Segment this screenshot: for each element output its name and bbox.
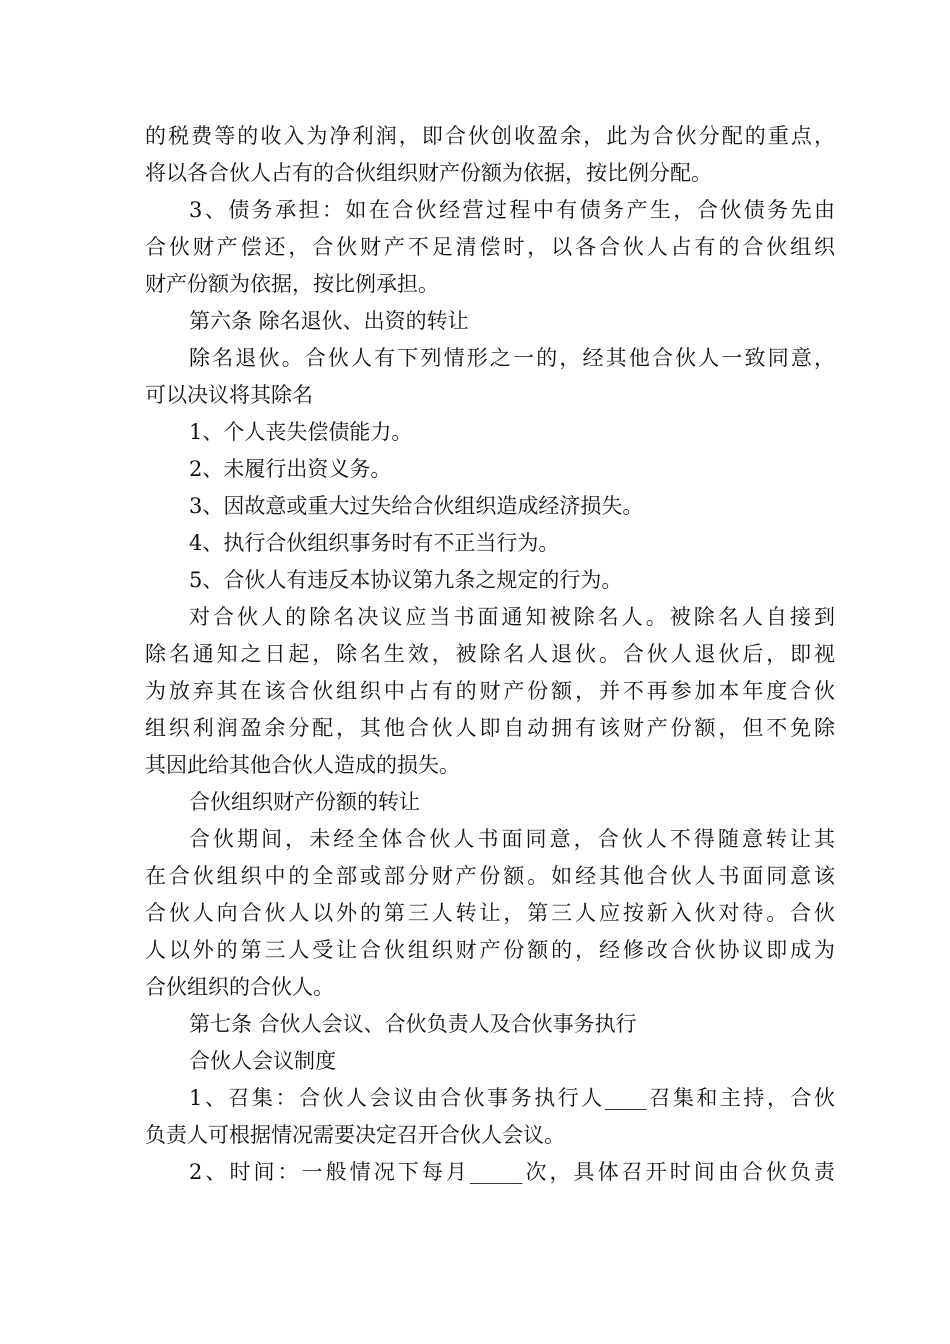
text-line: 2、未履行出资义务。 — [189, 457, 392, 481]
text-line: 在合伙组织中的全部或部分财产份额。如经其他合伙人书面同意该 — [145, 864, 835, 888]
text-line: 2、时间：一般情况下每月_____次，具体召开时间由合伙负责 — [189, 1160, 835, 1184]
text-line: 其因此给其他合伙人造成的损失。 — [145, 753, 460, 777]
text-line: 3、因故意或重大过失给合伙组织造成经济损失。 — [189, 494, 644, 518]
text-line: 1、召集：合伙人会议由合伙事务执行人____召集和主持，合伙 — [189, 1086, 835, 1110]
text-line: 1、个人丧失偿债能力。 — [189, 420, 413, 444]
text-line: 合伙财产偿还，合伙财产不足清偿时，以各合伙人占有的合伙组织 — [145, 235, 835, 259]
text-line: 除名退伙。合伙人有下列情形之一的，经其他合伙人一致同意， — [189, 346, 835, 370]
text-line: 4、执行合伙组织事务时有不正当行为。 — [189, 531, 560, 555]
text-line: 除名通知之日起，除名生效，被除名人退伙。合伙人退伙后，即视 — [145, 642, 835, 666]
text-line: 负责人可根据情况需要决定召开合伙人会议。 — [145, 1123, 565, 1147]
document-page — [145, 118, 835, 1191]
text-line: 财产份额为依据，按比例承担。 — [145, 272, 439, 296]
text-line: 合伙组织的合伙人。 — [145, 975, 334, 999]
text-line: 合伙人向合伙人以外的第三人转让，第三人应按新入伙对待。合伙 — [145, 901, 835, 925]
text-line: 合伙组织财产份额的转让 — [189, 790, 420, 814]
text-line: 对合伙人的除名决议应当书面通知被除名人。被除名人自接到 — [189, 605, 835, 629]
text-line: 组织利润盈余分配，其他合伙人即自动拥有该财产份额，但不免除 — [145, 716, 835, 740]
text-line: 人以外的第三人受让合伙组织财产份额的，经修改合伙协议即成为 — [145, 938, 835, 962]
text-line: 合伙人会议制度 — [189, 1049, 336, 1073]
text-line: 将以各合伙人占有的合伙组织财产份额为依据，按比例分配。 — [145, 161, 712, 185]
text-line: 3、债务承担：如在合伙经营过程中有债务产生，合伙债务先由 — [189, 198, 835, 222]
text-line: 合伙期间，未经全体合伙人书面同意，合伙人不得随意转让其 — [189, 827, 835, 851]
text-line: 可以决议将其除名 — [145, 383, 313, 407]
text-line: 第六条 除名退伙、出资的转让 — [189, 309, 469, 333]
text-line: 的税费等的收入为净利润，即合伙创收盈余，此为合伙分配的重点， — [145, 124, 835, 148]
text-line: 第七条 合伙人会议、合伙负责人及合伙事务执行 — [189, 1012, 637, 1036]
text-line: 5、合伙人有违反本协议第九条之规定的行为。 — [189, 568, 623, 592]
text-line: 为放弃其在该合伙组织中占有的财产份额，并不再参加本年度合伙 — [145, 679, 835, 703]
